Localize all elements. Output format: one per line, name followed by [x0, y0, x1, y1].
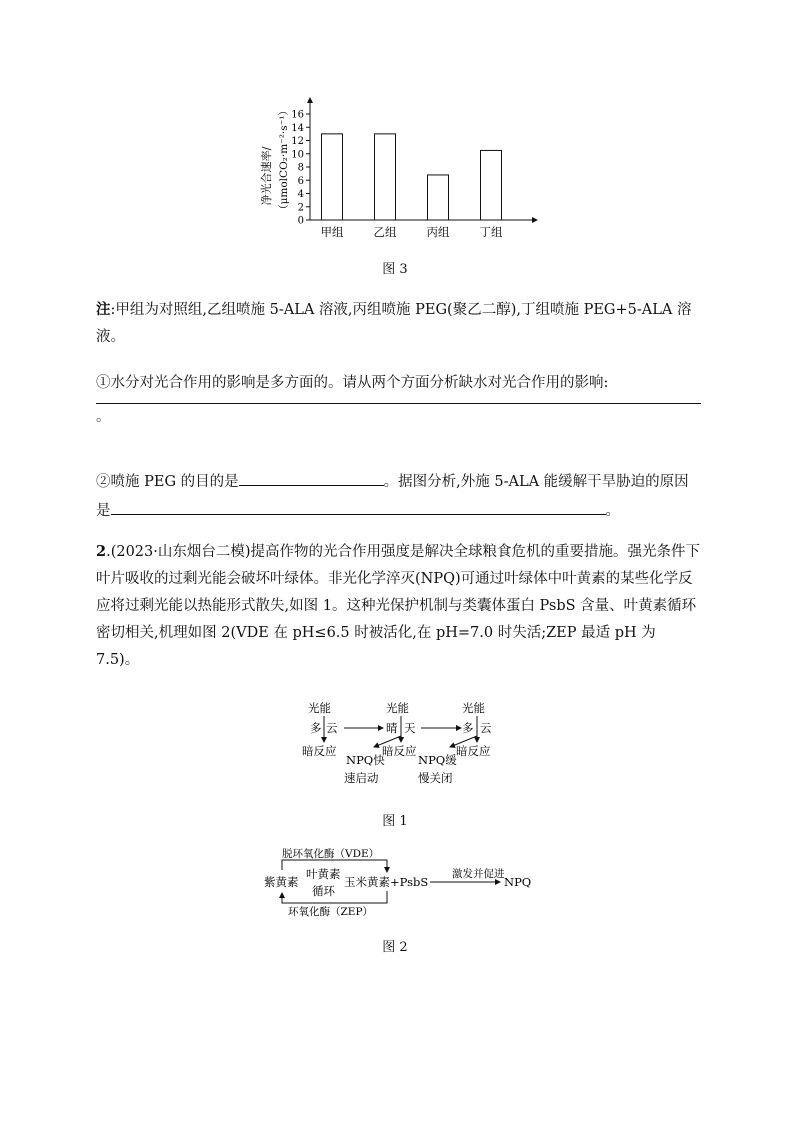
x-category-label: 丁组	[479, 225, 503, 239]
question-2-part1: ②喷施 PEG 的目的是	[96, 474, 239, 490]
dark-reaction-3: 暗反应	[456, 744, 491, 758]
bar-chart	[240, 92, 550, 242]
problem-2-source: .(2023·山东烟台二模)	[106, 544, 251, 560]
y-tick-label: 12	[291, 136, 304, 147]
npq-slow: NPQ缓	[418, 753, 457, 767]
problem-2	[96, 538, 701, 674]
light-1: 光能	[308, 701, 331, 715]
y-axis-label-line2: （μmolCO₂·m⁻²·s⁻¹）	[278, 105, 290, 215]
y-tick-label: 14	[291, 122, 304, 134]
question-1-end: 。	[96, 409, 111, 425]
light-3: 光能	[462, 701, 485, 715]
y-tick-label: 0	[297, 215, 304, 227]
cloudy-1a: 多	[310, 721, 322, 735]
zeaxanthin-psbs: 玉米黄素+PsbS	[344, 875, 429, 889]
cycle-label-a: 叶黄素	[306, 867, 341, 881]
bar-3	[428, 175, 449, 220]
cloudy-3a: 多	[462, 721, 474, 735]
figure-1-diagram	[290, 698, 505, 788]
figure1-caption: 图 1	[382, 814, 408, 829]
answer-blank-2[interactable]	[239, 467, 384, 486]
sunny-2b: 天	[404, 721, 416, 735]
cycle-label-b: 循环	[312, 884, 335, 898]
bar-4	[481, 150, 502, 220]
y-tick-label: 8	[297, 162, 304, 174]
npq-result: NPQ	[504, 875, 532, 889]
light-2: 光能	[386, 701, 409, 715]
y-tick-label: 10	[291, 149, 304, 161]
dark-reaction-2: 暗反应	[382, 744, 417, 758]
slow-close: 慢关闭	[418, 771, 453, 785]
note-text: :甲组为对照组,乙组喷施 5-ALA 溶液,丙组喷施 PEG(聚乙二醇),丁组喷施 PEG+5-ALA 溶液。	[96, 302, 692, 345]
question-1-text: ①水分对光合作用的影响是多方面的。请从两个方面分析缺水对光合作用的影响:	[96, 375, 609, 391]
figure-2-diagram	[262, 843, 542, 918]
dark-reaction-1: 暗反应	[302, 744, 337, 758]
zep-label: 环氧化酶（ZEP）	[288, 906, 374, 918]
question-2	[96, 467, 701, 525]
problem-2-text: 提高作物的光合作用强度是解决全球粮食危机的重要措施。强光条件下叶片吸收的过剩光能会破坏叶绿体。非光化学淬灭(NPQ)可通过叶绿体中叶黄素的某些化学反应将过剩光能以热能形式散失,如图 1。这种光保护机制与类囊体蛋白 PsbS 含量、叶黄素循环密切相关,机理如图 2(VDE 在 pH≤6.5 时被活化,在 pH=7.0 时失活;ZEP 最适 pH 为 7.5)。	[96, 544, 701, 668]
npq-fast: NPQ快	[346, 753, 385, 767]
note-label: 注	[96, 301, 111, 318]
vde-label: 脱环氧化酶（VDE）	[282, 848, 380, 860]
y-axis-label-line1: 净光合速率/	[260, 146, 273, 206]
sunny-2a: 晴	[386, 721, 398, 735]
fast-start: 速启动	[344, 771, 379, 785]
figure2-caption: 图 2	[382, 940, 408, 955]
problem-2-number: 2	[96, 543, 107, 560]
answer-blank-1[interactable]	[96, 391, 701, 404]
question-1	[96, 370, 701, 431]
y-tick-label: 4	[297, 189, 304, 200]
x-category-label: 乙组	[373, 225, 397, 239]
y-tick-label: 2	[297, 202, 304, 214]
cloudy-1b: 云	[326, 721, 338, 735]
y-tick-label: 16	[291, 109, 304, 121]
answer-blank-3[interactable]	[111, 496, 606, 515]
question-2-part2: 。据图分析,外施 5-ALA 能缓解干旱胁迫的原因是	[96, 474, 689, 519]
violaxanthin: 紫黄素	[264, 875, 299, 889]
chart-note	[96, 296, 701, 351]
x-category-label: 丙组	[426, 225, 450, 239]
question-2-end: 。	[605, 503, 620, 519]
y-tick-label: 6	[297, 175, 304, 187]
figure3-caption: 图 3	[382, 262, 408, 277]
cloudy-3b: 云	[480, 721, 492, 735]
bar-1	[322, 134, 343, 220]
trigger-label: 激发并促进	[452, 868, 505, 880]
x-category-label: 甲组	[320, 225, 344, 239]
bar-2	[375, 134, 396, 220]
